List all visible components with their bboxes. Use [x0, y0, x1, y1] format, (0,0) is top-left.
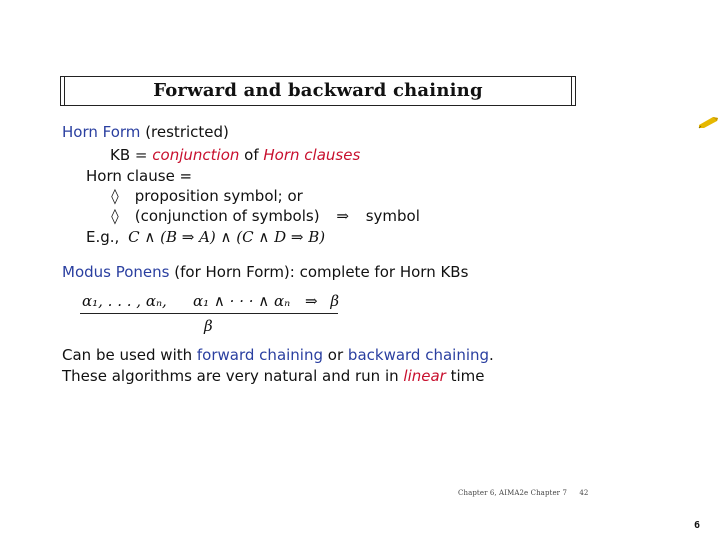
closing-or: or — [327, 346, 344, 364]
closing-prefix: Can be used with — [62, 346, 193, 364]
closing-period: . — [489, 346, 494, 364]
premise-right — [193, 292, 339, 310]
example-line — [86, 228, 325, 246]
premise-implies: ⇒ — [305, 292, 318, 310]
kb-label: KB — [110, 146, 131, 164]
bullet-text: (conjunction of symbols) — [134, 207, 320, 225]
modus-ponens-suffix: (for Horn Form): complete for Horn KBs — [174, 263, 469, 281]
horn-form-heading — [62, 123, 229, 141]
conclusion-beta: β — [204, 317, 213, 335]
footer-page: 42 — [579, 489, 589, 497]
diamond-icon: ◊ — [111, 187, 119, 205]
kb-of: of — [244, 146, 259, 164]
premise-conjunction: α₁ ∧ · · · ∧ αₙ — [193, 292, 291, 310]
kb-conjunction: conjunction — [152, 146, 240, 164]
closing-line2-prefix: These algorithms are very natural and run in — [62, 367, 399, 385]
slide-footer — [458, 489, 588, 497]
inference-line — [80, 313, 338, 314]
example-formula: C ∧ (B ⇒ A) ∧ (C ∧ D ⇒ B) — [128, 228, 326, 246]
kb-equals: = — [134, 146, 148, 164]
pen-icon — [698, 115, 720, 129]
example-label: E.g., — [86, 228, 120, 246]
premise-beta: β — [330, 292, 340, 310]
horn-form-restricted: (restricted) — [145, 123, 229, 141]
modus-ponens-label: Modus Ponens — [62, 263, 170, 281]
horn-clause-bullet-2 — [108, 207, 420, 225]
title-box — [60, 76, 576, 106]
closing-line-2 — [62, 367, 485, 385]
closing-line-1 — [62, 346, 494, 364]
bullet-text: proposition symbol; or — [134, 187, 303, 205]
kb-definition — [110, 146, 360, 164]
horn-clause-bullet-1 — [108, 187, 303, 205]
bullet-tail: symbol — [365, 207, 420, 225]
horn-form-label: Horn Form — [62, 123, 141, 141]
slide-title: Forward and backward chaining — [153, 80, 483, 101]
diamond-icon: ◊ — [111, 207, 119, 225]
kb-horn-clauses: Horn clauses — [263, 146, 361, 164]
premise-left: α₁, . . . , αₙ, — [82, 292, 167, 310]
implies-arrow: ⇒ — [336, 207, 349, 225]
linear-word: linear — [403, 367, 446, 385]
footer-chapter: Chapter 6, AIMA2e Chapter 7 — [458, 489, 568, 497]
forward-chaining: forward chaining — [196, 346, 323, 364]
modus-ponens-heading — [62, 263, 468, 281]
page-number: 6 — [694, 520, 701, 531]
closing-line2-suffix: time — [450, 367, 485, 385]
backward-chaining: backward chaining — [347, 346, 490, 364]
horn-clause-label: Horn clause = — [86, 167, 193, 185]
